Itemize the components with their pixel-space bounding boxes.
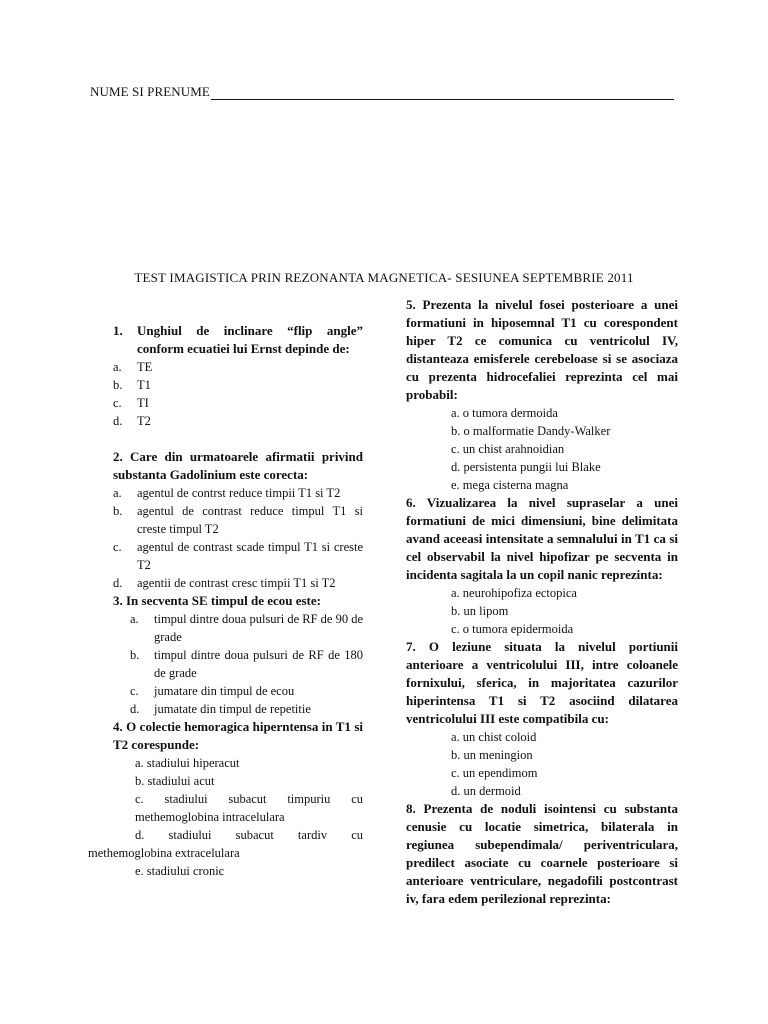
q2-option-c: c. agentul de contrast scade timpul T1 si creste T2 xyxy=(113,540,363,572)
question-8: 8. Prezenta de noduli isointensi cu substanta cenusie cu locatie simetrica, bilaterala in regiunea subependimala/ periventriculara, predilect asociate cu coarnele posterioare si anterioare ventriculare, negadofili postcontrast iv, fara edem perilezional reprezinta: xyxy=(406,801,678,906)
q1-option-c: c. TI xyxy=(113,396,149,410)
q1-option-a: a. TE xyxy=(113,360,153,374)
question-1 xyxy=(88,322,363,358)
q3-option-d: d. jumatate din timpul de repetitie xyxy=(130,702,311,716)
question-3: 3. In secventa SE timpul de ecou este: xyxy=(113,593,321,608)
q2-option-a: a. agentul de contrst reduce timpii T1 si T2 xyxy=(113,486,341,500)
q5-option-e: e. mega cisterna magna xyxy=(451,478,569,492)
question-5: 5. Prezenta la nivelul fosei posterioare a unei formatiuni in hiposemnal T1 cu corespondent hiper T2 ce comunica cu ventricolul IV, distanteaza emisferele cerebeloase si se asociaza cu prezenta hidrocefaliei reprezinta cel mai probabil: xyxy=(406,297,678,402)
name-underline xyxy=(211,85,674,100)
q6-option-b: b. un lipom xyxy=(451,604,509,618)
question-7: 7. O leziune situata la nivelul portiunii anterioare a ventricolului III, intre coloanele fornixului, sferica, in majoritatea cazurilor hiperintensa T1 si T2 asociind dilatarea ventricolului III este compatibila cu: xyxy=(406,639,678,726)
q3-option-a: a. timpul dintre doua pulsuri de RF de 90 de grade xyxy=(130,612,364,644)
question-6: 6. Vizualizarea la nivel supraselar a unei formatiuni de mici dimensiuni, bine delimitata avand aceeasi intensitate a semnalului in T1 ca si cel observabil la nivel hipofizar pe secventa in incidenta sagitala la un copil nanic reprezinta: xyxy=(406,495,678,582)
q3-option-c: c. jumatare din timpul de ecou xyxy=(130,684,295,698)
question-2: 2. Care din urmatoarele afirmatii privind substanta Gadolinium este corecta: xyxy=(113,449,363,482)
q1-option-d: d. T2 xyxy=(113,414,151,428)
q5-option-d: d. persistenta pungii lui Blake xyxy=(451,460,601,474)
name-field xyxy=(90,84,674,100)
q4-option-a: a. stadiului hiperacut xyxy=(135,756,240,770)
right-column xyxy=(406,296,678,908)
q7-option-a: a. un chist coloid xyxy=(451,730,537,744)
q5-option-c: c. un chist arahnoidian xyxy=(451,442,565,456)
name-label: NUME SI PRENUME xyxy=(90,84,210,99)
q5-option-b: b. o malformatie Dandy-Walker xyxy=(451,424,611,438)
q4-option-c: c. stadiului subacut timpuriu cu methemoglobina intracelulara xyxy=(135,792,363,824)
left-column xyxy=(88,322,363,880)
q7-option-b: b. un meningion xyxy=(451,748,533,762)
q6-option-c: c. o tumora epidermoida xyxy=(451,622,574,636)
q2-option-b: b. agentul de contrast reduce timpul T1 si creste timpul T2 xyxy=(113,504,363,536)
q6-option-a: a. neurohipofiza ectopica xyxy=(451,586,577,600)
q4-option-b: b. stadiului acut xyxy=(135,774,215,788)
q4-option-d: d. stadiului subacut tardiv cu methemoglobina extracelulara xyxy=(88,828,363,860)
question-4: 4. O colectie hemoragica hiperntensa in T1 si T2 corespunde: xyxy=(113,719,363,752)
q4-option-e: e. stadiului cronic xyxy=(135,864,225,878)
test-title: TEST IMAGISTICA PRIN REZONANTA MAGNETICA- SESIUNEA SEPTEMBRIE 2011 xyxy=(134,270,634,285)
question-1-text: Unghiul de inclinare “flip angle” conform ecuatiei lui Ernst depinde de: xyxy=(137,323,363,356)
q3-option-b: b. timpul dintre doua pulsuri de RF de 180 de grade xyxy=(130,648,363,680)
q5-option-a: a. o tumora dermoida xyxy=(451,406,558,420)
q1-option-b: b. T1 xyxy=(113,378,151,392)
q7-option-c: c. un ependimom xyxy=(451,766,538,780)
q2-option-d: d. agentii de contrast cresc timpii T1 si T2 xyxy=(113,576,336,590)
question-1-number: 1. xyxy=(113,323,123,338)
q7-option-d: d. un dermoid xyxy=(451,784,521,798)
